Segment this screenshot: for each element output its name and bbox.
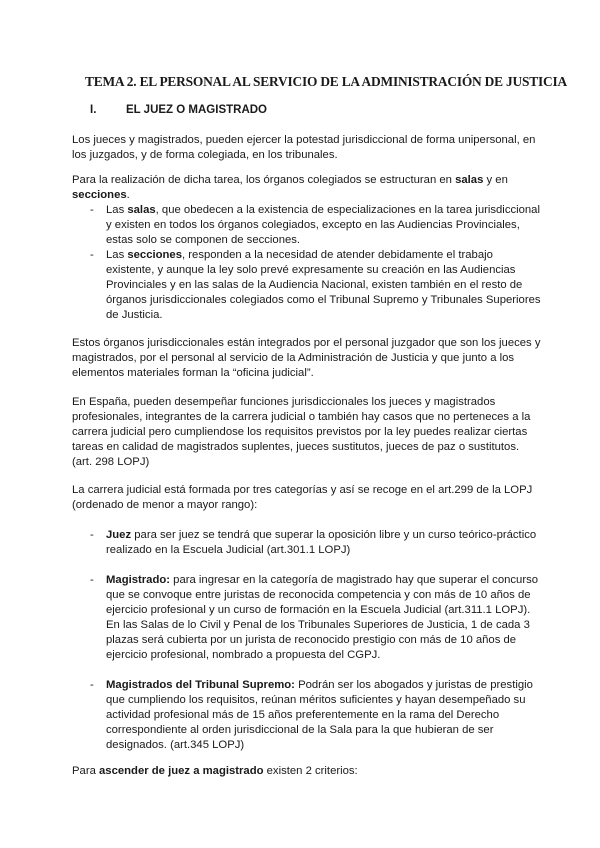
paragraph-text: Los jueces y magistrados, pueden ejercer la potestad jurisdiccional de forma unipersonal, en los juzgados, y de forma colegiada, en los tribunales.	[72, 134, 536, 161]
text-run: Las	[106, 249, 128, 261]
dash-bullet-icon: -	[90, 574, 94, 586]
text-run: , que obedecen a la existencia de especializaciones en la tarea jurisdiccional y existen en todos los órganos colegiados, excepto en las Audiencias Provinciales, estas solo se componen de secciones.	[106, 204, 540, 246]
bold-term: Magistrados del Tribunal Supremo:	[106, 679, 295, 691]
text-run: y en	[483, 174, 508, 186]
text-run: existen 2 criterios:	[263, 765, 358, 777]
bold-term-secciones: secciones	[72, 189, 127, 201]
categories-list-block	[72, 528, 542, 753]
paragraph-text: La carrera judicial está formada por tres categorías y así se recoge en el art.299 de la LOPJ (ordenado de menor a mayor rango):	[72, 484, 533, 511]
section-heading-text: EL JUEZ O MAGISTRADO	[126, 104, 267, 116]
list-item-juez	[72, 528, 542, 558]
bold-term: Juez	[106, 529, 132, 541]
text-run: Podrán ser los abogados y juristas de prestigio que cumpliendo los requisitos, reúnan méritos suficientes y hayan desempeñado su actividad profesional más de 15 años preferentemente en la rama del Derecho correspondiente al orden jurisdiccional de la Sala para la que hubieran de ser designados. (art.345 LOPJ)	[106, 679, 533, 751]
paragraph-intro	[72, 133, 542, 163]
categories-list	[72, 528, 542, 753]
paragraph-text: En España, pueden desempeñar funciones jurisdiccionales los jueces y magistrados profesionales, integrantes de la carrera judicial o también hay casos que no perteneces a la carrera judicial pero cumpliendose los requisitos previstos por la ley puedes realizar ciertas tareas en calidad de magistrados suplentes, jueces sustitutos, jueces de paz o sustitutos. (art. 298 LOPJ)	[72, 396, 531, 468]
text-run: para ser juez se tendrá que superar la oposición libre y un curso teórico-práctico realizado en la Escuela Judicial (art.301.1 LOPJ)	[106, 529, 537, 556]
paragraph-career	[72, 483, 542, 513]
paragraph-spain	[72, 395, 542, 470]
bold-term-salas: salas	[455, 174, 484, 186]
section-number: I.	[90, 104, 97, 116]
paragraph-text	[72, 764, 542, 779]
text-run: , responden a la necesidad de atender debidamente el trabajo existente, y aunque la ley solo prevé expresamente su creación en las Audiencias Provinciales y en las salas de la Audiencia Nacional, existen también en el resto de órganos jurisdiccionales colegiados como el Tribunal Supremo y Tribunales Superiores de Justicia.	[106, 249, 541, 321]
dash-bullet-icon: -	[90, 204, 94, 216]
dash-bullet-icon: -	[90, 249, 94, 261]
dash-bullet-icon: -	[90, 679, 94, 691]
list-item-tribunal-supremo	[72, 678, 542, 753]
bold-term: ascender de juez a magistrado	[99, 765, 264, 777]
list-item	[72, 248, 542, 323]
bold-term: secciones	[127, 249, 182, 261]
structure-list	[72, 203, 542, 323]
paragraph-structure	[72, 173, 542, 323]
section-heading	[90, 103, 267, 118]
bold-term: Magistrado:	[106, 574, 171, 586]
text-run: Para la realización de dicha tarea, los órganos colegiados se estructuran en	[72, 174, 456, 186]
text-run: Para	[72, 765, 100, 777]
paragraph-text	[72, 173, 542, 203]
dash-bullet-icon: -	[90, 529, 94, 541]
list-item-magistrado	[72, 573, 542, 663]
paragraph-promotion	[72, 764, 542, 779]
text-run: Las	[106, 204, 128, 216]
paragraph-organs	[72, 336, 542, 381]
list-item	[72, 203, 542, 248]
document-title: TEMA 2. EL PERSONAL AL SERVICIO DE LA ADMINISTRACIÓN DE JUSTICIA	[85, 74, 567, 89]
bold-term: salas	[127, 204, 156, 216]
text-run: .	[126, 189, 130, 201]
paragraph-text: Estos órganos jurisdiccionales están integrados por el personal juzgador que son los jueces y magistrados, por el personal al servicio de la Administración de Justicia y que junto a los elementos materiales forman la “oficina judicial”.	[72, 337, 541, 379]
text-run: para ingresar en la categoría de magistrado hay que superar el concurso que se convoque entre juristas de reconocida competencia y con más de 10 años de ejercicio profesional y un curso de formación en la Escuela Judicial (art.311.1 LOPJ). En las Salas de lo Civil y Penal de los Tribunales Superiores de Justicia, 1 de cada 3 plazas será cubierta por un jurista de reconocido prestigio con más de 10 años de ejercicio profesional, nombrado a propuesta del CGPJ.	[106, 574, 539, 661]
